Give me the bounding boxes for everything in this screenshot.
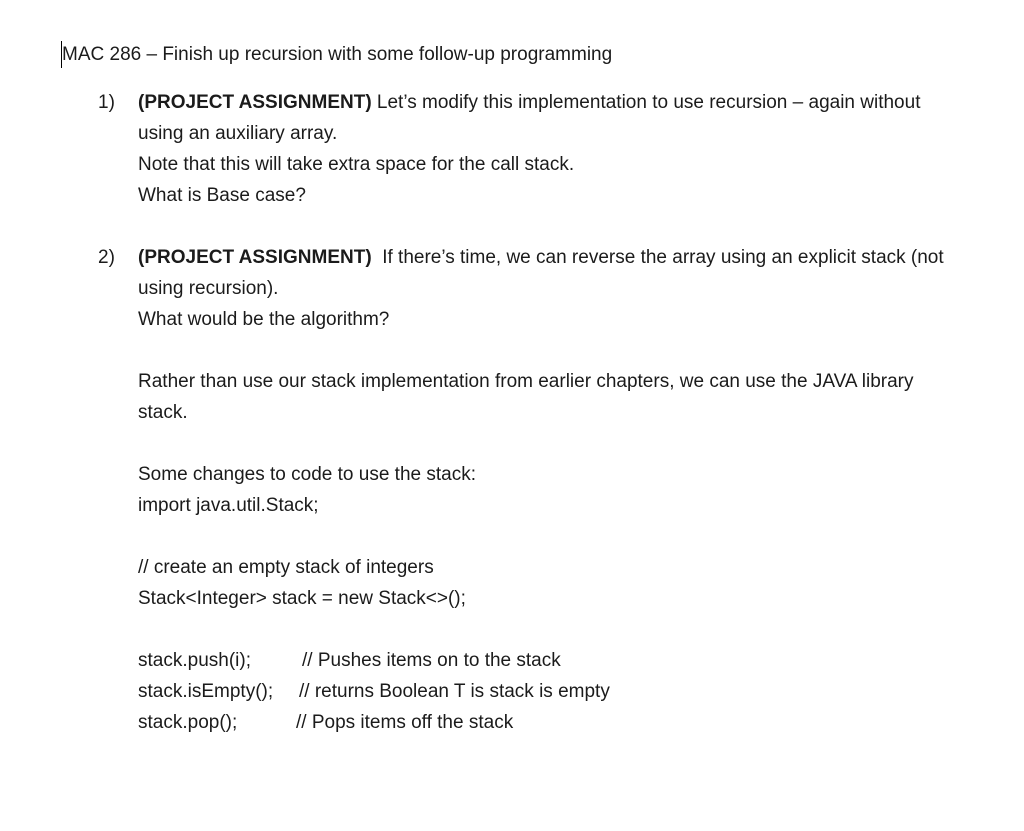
- item-1-line-2: using an auxiliary array.: [138, 123, 338, 144]
- method-line-push: [138, 645, 1022, 676]
- method-line-isempty: [138, 676, 1022, 707]
- method-comment: // returns Boolean T is stack is empty: [299, 681, 610, 702]
- import-statement: import java.util.Stack;: [138, 495, 319, 516]
- paragraph-gap: [138, 428, 1022, 459]
- paragraph-gap: [138, 335, 1022, 366]
- paragraph-gap: [138, 521, 1022, 552]
- code-comment: // create an empty stack of integers: [138, 557, 434, 578]
- method-code: stack.pop();: [138, 712, 238, 733]
- method-comment: // Pops items off the stack: [296, 712, 514, 733]
- item-1-line-3: Note that this will take extra space for the call stack.: [138, 154, 575, 175]
- paragraph-gap: [138, 614, 1022, 645]
- item-2-para-2-line-2: stack.: [138, 402, 188, 423]
- method-code: stack.push(i);: [138, 650, 251, 671]
- project-assignment-label: (PROJECT ASSIGNMENT): [138, 247, 372, 268]
- list-item-body: [138, 87, 1022, 211]
- item-2-para-3-line-1: Some changes to code to use the stack:: [138, 464, 476, 485]
- list-number: 2): [98, 247, 115, 268]
- method-line-pop: [138, 707, 1022, 738]
- item-2-line-2: using recursion).: [138, 278, 279, 299]
- project-assignment-label: (PROJECT ASSIGNMENT): [138, 92, 372, 113]
- list-item-body: [138, 242, 1022, 738]
- item-2-line-3: What would be the algorithm?: [138, 309, 390, 330]
- item-1-line-4: What is Base case?: [138, 185, 306, 206]
- item-2-para-2-line-1: Rather than use our stack implementation from earlier chapters, we can use the JAVA library: [138, 371, 914, 392]
- list-number: 1): [98, 92, 115, 113]
- item-1-line-1: [138, 87, 1022, 118]
- item-2-line-1: [138, 242, 1022, 273]
- method-code: stack.isEmpty();: [138, 681, 274, 702]
- document-title: MAC 286 – Finish up recursion with some follow-up programming: [62, 44, 613, 65]
- item-2-text: If there’s time, we can reverse the array using an explicit stack (not: [371, 247, 944, 268]
- item-1-text: Let’s modify this implementation to use recursion – again without: [371, 92, 921, 113]
- code-line: Stack<Integer> stack = new Stack<>();: [138, 588, 466, 609]
- method-comment: // Pushes items on to the stack: [302, 650, 561, 671]
